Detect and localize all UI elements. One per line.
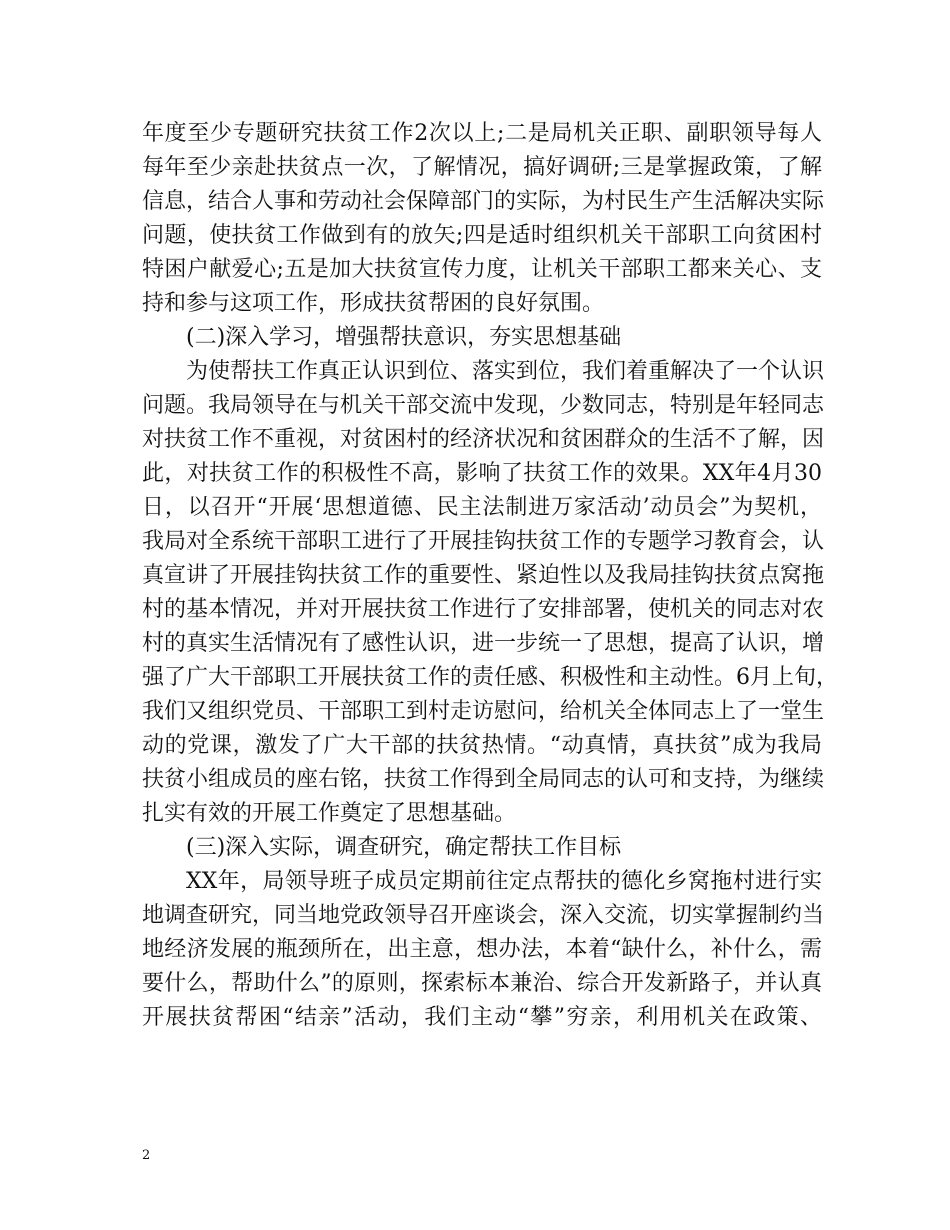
body-line: 问题。我局领导在与机关干部交流中发现，少数同志，特别是年轻同志	[142, 393, 825, 418]
paragraph-first-line: 为使帮扶工作真正认识到位、落实到位，我们着重解决了一个认识	[186, 359, 825, 384]
body-line: 地调查研究，同当地党政领导召开座谈会，深入交流，切实掌握制约当	[142, 903, 825, 928]
body-line: 要什么，帮助什么”的原则，探索标本兼治、综合开发新路子，并认真	[142, 971, 822, 996]
body-line: 我们又组织党员、干部职工到村走访慰问，给机关全体同志上了一堂生	[142, 699, 825, 724]
paragraph-first-line: XX年，局领导班子成员定期前往定点帮扶的德化乡窝拖村进行实	[186, 869, 822, 894]
body-line: 年度至少专题研究扶贫工作2次以上;二是局机关正职、副职领导每人	[142, 121, 822, 146]
body-line: 我局对全系统干部职工进行了开展挂钩扶贫工作的专题学习教育会，认	[142, 529, 825, 554]
section-heading: (二)深入学习，增强帮扶意识，夯实思想基础	[186, 325, 622, 350]
body-line: 扶贫小组成员的座右铭，扶贫工作得到全局同志的认可和支持，为继续	[142, 767, 825, 792]
body-line: 真宣讲了开展挂钩扶贫工作的重要性、紧迫性以及我局挂钩扶贫点窝拖	[142, 563, 825, 588]
section-heading: (三)深入实际，调查研究，确定帮扶工作目标	[186, 835, 622, 860]
body-line: 强了广大干部职工开展扶贫工作的责任感、积极性和主动性。6月上旬，	[142, 665, 838, 690]
body-line: 动的党课，激发了广大干部的扶贫热情。“动真情，真扶贫”成为我局	[142, 733, 822, 758]
body-line: 开展扶贫帮困“结亲”活动，我们主动“攀”穷亲，利用机关在政策、	[142, 1005, 822, 1030]
body-line: 村的真实生活情况有了感性认识，进一步统一了思想，提高了认识，增	[142, 631, 825, 656]
body-line: 对扶贫工作不重视，对贫困村的经济状况和贫困群众的生活不了解，因	[142, 427, 825, 452]
body-line: 日，以召开“开展‘思想道德、民主法制进万家活动’动员会”为契机，	[142, 495, 822, 520]
body-line: 每年至少亲赴扶贫点一次，了解情况，搞好调研;三是掌握政策，了解	[142, 155, 822, 180]
body-line: 地经济发展的瓶颈所在，出主意，想办法，本着“缺什么，补什么，需	[142, 937, 822, 962]
body-line: 村的基本情况，并对开展扶贫工作进行了安排部署，使机关的同志对农	[142, 597, 825, 622]
body-line: 扎实有效的开展工作奠定了思想基础。	[142, 801, 517, 826]
body-line: 信息，结合人事和劳动社会保障部门的实际，为村民生产生活解决实际	[142, 189, 825, 214]
page-number: 2	[142, 1148, 151, 1163]
body-line: 持和参与这项工作，形成扶贫帮困的良好氛围。	[142, 291, 605, 316]
body-line: 问题，使扶贫工作做到有的放矢;四是适时组织机关干部职工向贫困村	[142, 223, 822, 248]
body-line: 此，对扶贫工作的积极性不高，影响了扶贫工作的效果。XX年4月30	[142, 461, 822, 486]
body-line: 特困户献爱心;五是加大扶贫宣传力度，让机关干部职工都来关心、支	[142, 257, 822, 282]
